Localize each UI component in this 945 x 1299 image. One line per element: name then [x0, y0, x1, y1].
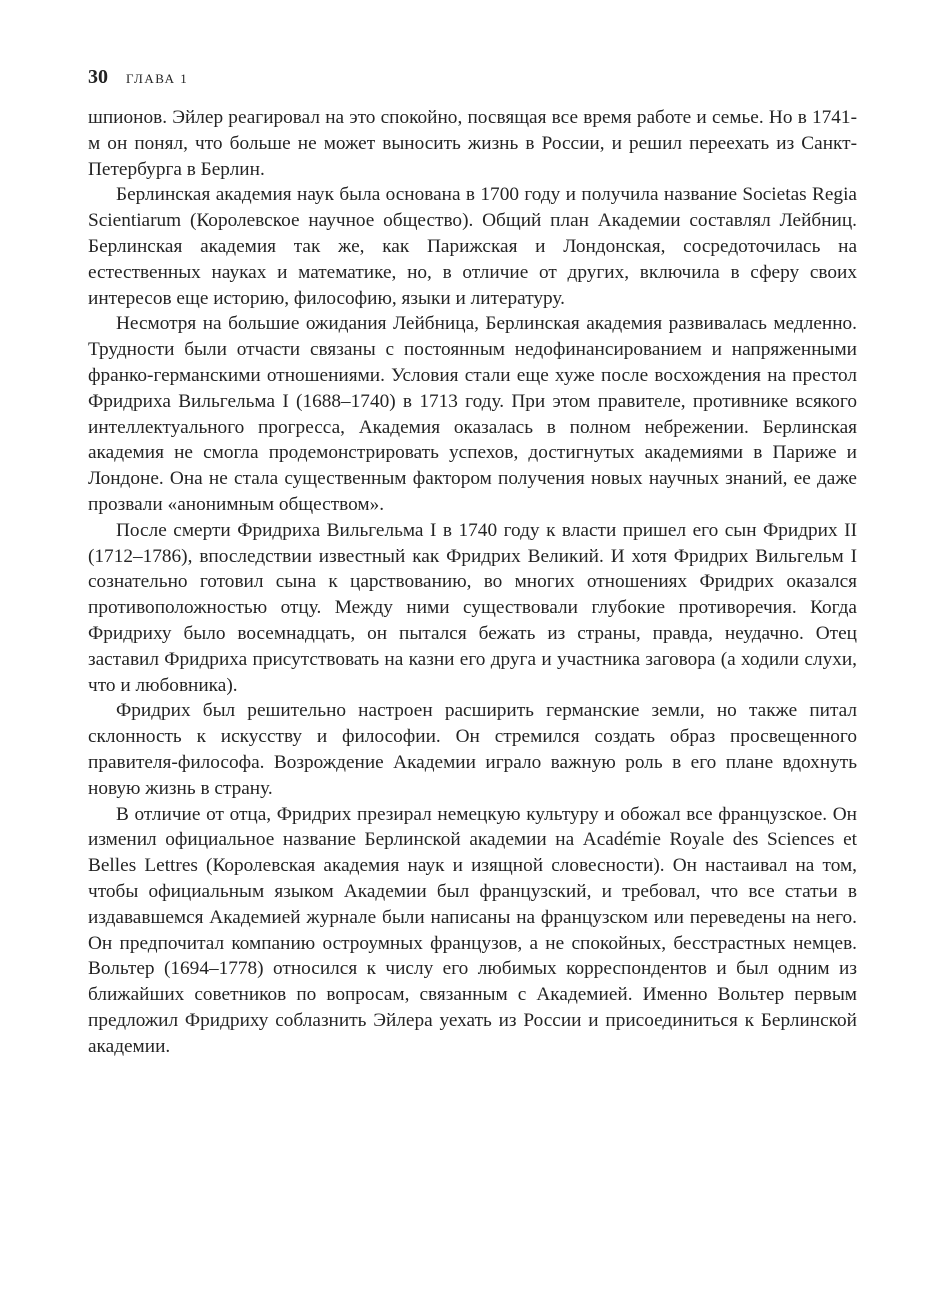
paragraph: После смерти Фридриха Вильгельма I в 1740 году к власти пришел его сын Фридрих II (1712–1786), впоследствии известный как Фридрих Великий. И хотя Фридрих Вильгельм I сознательно готовил сына к царствованию, во многих отношениях Фридрих оказался противоположностью отцу. Между ними существовали глубокие противоречия. Когда Фридриху было восемнадцать, он пытался бежать из страны, правда, неудачно. Отец заставил Фридриха присутствовать на казни его друга и участника заговора (а ходили слухи, что и любовника).	[88, 519, 857, 696]
page-header	[88, 66, 857, 89]
body-text	[88, 105, 857, 1059]
paragraph: В отличие от отца, Фридрих презирал немецкую культуру и обожал все французское. Он изменил официальное название Берлинской академии на Académie Royale des Sciences et Belles Lettres (Королевская академия наук и изящной словесности). Он настаивал на том, чтобы официальным языком Академии был французский, и требовал, что все статьи в издававшемся Академией журнале были написаны на французском или переведены на него. Он предпочитал компанию остроумных французов, а не спокойных, бесстрастных немцев. Вольтер (1694–1778) относился к числу его любимых корреспондентов и был одним из ближайших советников по вопросам, связанным с Академией. Именно Вольтер первым предложил Фридриху соблазнить Эйлера уехать из России и присоединиться к Берлинской академии.	[88, 803, 857, 1057]
paragraph: Фридрих был решительно настроен расширить германские земли, но также питал склонность к искусству и философии. Он стремился создать образ просвещенного правителя-философа. Возрождение Академии играло важную роль в его плане вдохнуть новую жизнь в страну.	[88, 700, 857, 799]
running-head: ГЛАВА 1	[126, 71, 189, 86]
paragraph: шпионов. Эйлер реагировал на это спокойно, посвящая все время работе и семье. Но в 1741-м он понял, что больше не может выносить жизнь в России, и решил переехать из Санкт-Петербурга в Берлин.	[88, 107, 857, 180]
paragraph: Несмотря на большие ожидания Лейбница, Берлинская академия развивалась медленно. Трудности были отчасти связаны с постоянным недофинансированием и напряженными франко-германскими отношениями. Условия стали еще хуже после восхождения на престол Фридриха Вильгельма I (1688–1740) в 1713 году. При этом правителе, противнике всякого интеллектуального прогресса, Академия оказалась в полном небрежении. Берлинская академия не смогла продемонстрировать успехов, достигнутых академиями в Париже и Лондоне. Она не стала существенным фактором получения новых научных знаний, ее даже прозвали «анонимным обществом».	[88, 313, 857, 515]
page-number: 30	[88, 66, 108, 88]
paragraph: Берлинская академия наук была основана в 1700 году и получила название Societas Regia Scientiarum (Королевское научное общество). Общий план Академии составлял Лейбниц. Берлинская академия так же, как Парижская и Лондонская, сосредоточилась на естественных науках и математике, но, в отличие от других, включила в сферу своих интересов еще историю, философию, языки и литературу.	[88, 184, 857, 309]
